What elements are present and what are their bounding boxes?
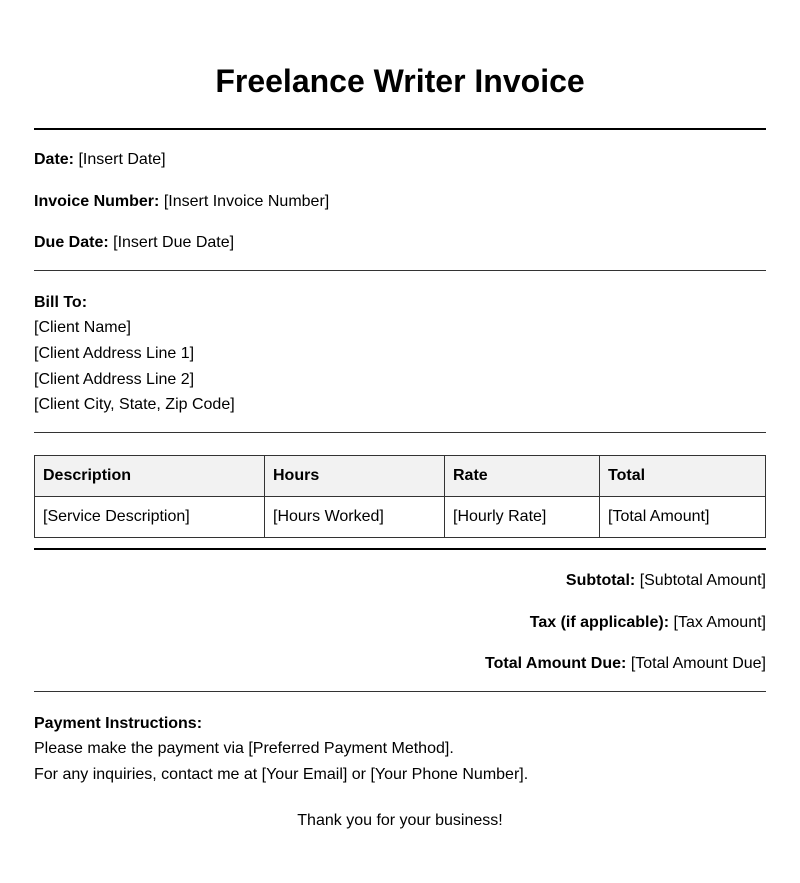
tax-row <box>530 613 766 633</box>
payment-line-2: For any inquiries, contact me at [Your Email] or [Your Phone Number]. <box>34 766 529 783</box>
header-description: Description <box>35 456 265 497</box>
bill-to-label <box>34 293 87 313</box>
invoice-number-value: [Insert Invoice Number] <box>163 193 330 210</box>
date-row <box>34 150 166 170</box>
date-value: [Insert Date] <box>78 151 166 168</box>
line-items-table <box>34 455 766 538</box>
cell-hours: [Hours Worked] <box>265 497 445 538</box>
subtotal-label: Subtotal: <box>565 572 636 589</box>
date-label: Date: <box>34 151 75 168</box>
invoice-number-label: Invoice Number: <box>34 193 160 210</box>
table-row <box>35 497 766 538</box>
divider <box>34 691 766 692</box>
client-name: [Client Name] <box>34 319 131 336</box>
client-address-line-1: [Client Address Line 1] <box>34 345 195 362</box>
cell-total: [Total Amount] <box>600 497 766 538</box>
due-date-value: [Insert Due Date] <box>113 234 235 251</box>
cell-description: [Service Description] <box>35 497 265 538</box>
thank-you-message: Thank you for your business! <box>297 812 503 829</box>
due-date-row <box>34 233 234 253</box>
subtotal-value: [Subtotal Amount] <box>639 572 766 589</box>
due-date-label: Due Date: <box>34 234 109 251</box>
total-due-value: [Total Amount Due] <box>630 655 766 672</box>
cell-rate: [Hourly Rate] <box>445 497 600 538</box>
tax-value: [Tax Amount] <box>673 614 766 631</box>
header-total: Total <box>600 456 766 497</box>
payment-line-1: Please make the payment via [Preferred Payment Method]. <box>34 740 454 757</box>
subtotal-row <box>566 571 766 591</box>
divider <box>34 432 766 433</box>
table-header-row <box>35 456 766 497</box>
divider <box>34 548 766 550</box>
bill-to-heading: Bill To: <box>34 294 88 311</box>
divider <box>34 270 766 271</box>
invoice-title: Freelance Writer Invoice <box>215 63 585 99</box>
invoice-number-row <box>34 192 329 212</box>
payment-instructions-heading: Payment Instructions: <box>34 715 203 732</box>
tax-label: Tax (if applicable): <box>529 614 670 631</box>
total-due-label: Total Amount Due: <box>485 655 627 672</box>
client-city-state-zip: [Client City, State, Zip Code] <box>34 396 235 413</box>
divider <box>34 128 766 130</box>
total-due-row <box>485 654 766 674</box>
payment-instructions-label <box>34 714 202 734</box>
client-address-line-2: [Client Address Line 2] <box>34 371 195 388</box>
header-hours: Hours <box>265 456 445 497</box>
header-rate: Rate <box>445 456 600 497</box>
